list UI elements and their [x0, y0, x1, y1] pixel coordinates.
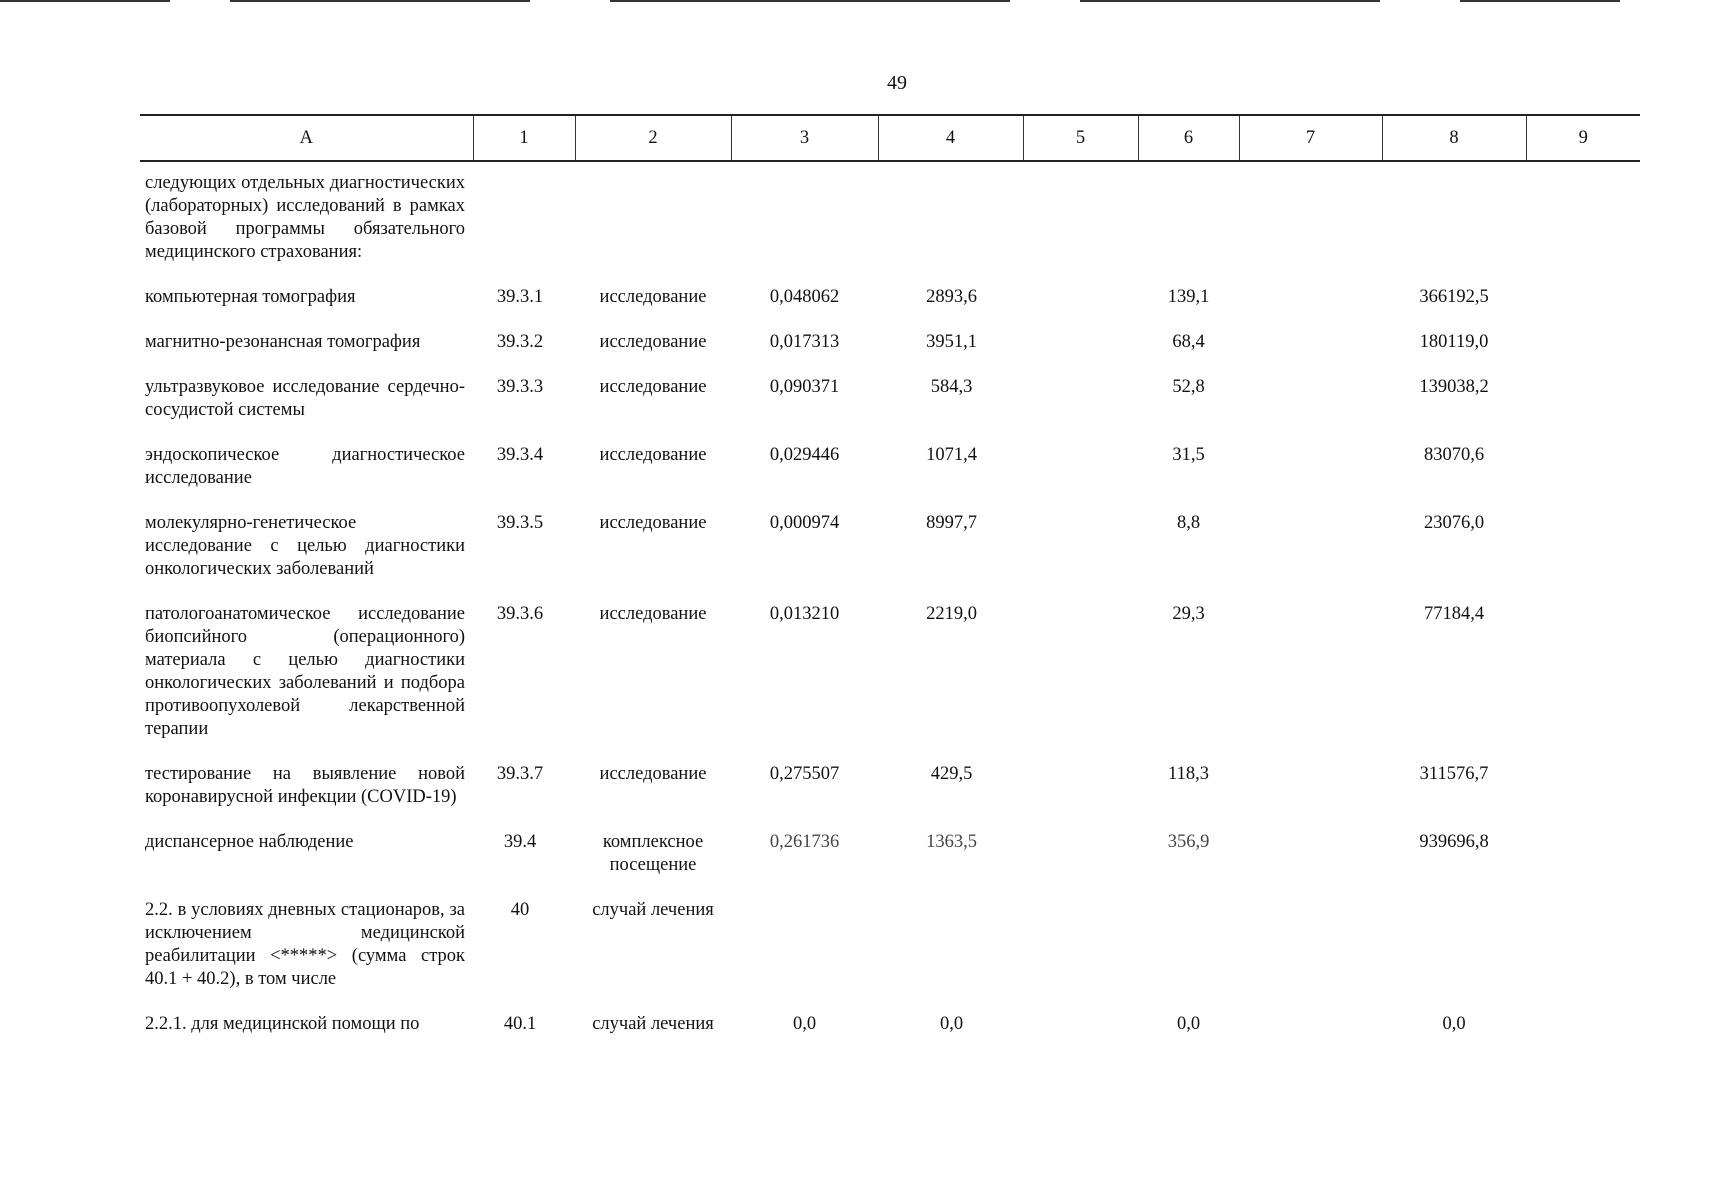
column-header-9: 9: [1526, 115, 1640, 161]
row-col7: [1239, 444, 1382, 512]
row-col6: 356,9: [1167, 832, 1210, 852]
table-row: [140, 331, 1640, 376]
row-col4: 8997,7: [926, 513, 977, 533]
row-unit: исследование: [599, 513, 707, 533]
row-col7: [1239, 331, 1382, 376]
row-col5: [1023, 286, 1138, 331]
row-col8: 180119,0: [1419, 332, 1489, 352]
row-code: 40: [510, 900, 530, 920]
row-code: [473, 161, 575, 286]
row-unit: исследование: [599, 604, 707, 624]
row-unit: [575, 161, 731, 286]
row-name: магнитно-резонансная томография: [145, 332, 421, 352]
column-header-6: 6: [1138, 115, 1239, 161]
row-col8: 83070,6: [1423, 445, 1485, 465]
row-code: 39.3.4: [496, 445, 544, 465]
table-row: [140, 899, 1640, 1013]
row-code: 39.3.1: [496, 287, 544, 307]
scan-edge-line: [610, 0, 1010, 2]
scan-edge-line: [1080, 0, 1380, 2]
row-col5: [1023, 603, 1138, 763]
row-col8: 311576,7: [1419, 764, 1489, 784]
table-row: [140, 161, 1640, 286]
column-header-2: 2: [575, 115, 731, 161]
row-col5: [1023, 831, 1138, 899]
row-col3: 0,261736: [769, 832, 840, 852]
row-col3: 0,0: [792, 1014, 817, 1034]
row-col8: [1382, 161, 1526, 286]
row-col3: 0,017313: [769, 332, 840, 352]
column-header-7: 7: [1239, 115, 1382, 161]
row-col4: 2893,6: [926, 287, 977, 307]
row-name: компьютерная томография: [145, 287, 356, 307]
column-header-1: 1: [473, 115, 575, 161]
table-row: [140, 1013, 1640, 1058]
row-code: 39.3.6: [496, 604, 544, 624]
row-col3: [731, 161, 878, 286]
row-col9: [1526, 899, 1640, 1013]
row-unit: случай лечения: [592, 1014, 714, 1034]
row-col4: 2219,0: [926, 604, 977, 624]
row-unit: исследование: [599, 287, 707, 307]
row-code: 39.4: [503, 832, 537, 852]
row-col7: [1239, 899, 1382, 1013]
row-name: следующих отдельных диагностических (лабораторных) исследований в рамках базовой программы обязательного медицинского страхования:: [145, 173, 465, 262]
row-col8: 23076,0: [1423, 513, 1485, 533]
column-header-5: 5: [1023, 115, 1138, 161]
row-col9: [1526, 376, 1640, 444]
row-unit: исследование: [599, 445, 707, 465]
row-col7: [1239, 831, 1382, 899]
row-col8: 939696,8: [1419, 832, 1489, 852]
table-row: [140, 763, 1640, 831]
row-code: 39.3.7: [496, 764, 544, 784]
row-col6: 29,3: [1172, 604, 1205, 624]
row-col9: [1526, 763, 1640, 831]
row-name: диспансерное наблюдение: [145, 832, 354, 852]
row-col3: [731, 899, 878, 1013]
table-row: [140, 603, 1640, 763]
row-col8: [1382, 899, 1526, 1013]
row-col9: [1526, 512, 1640, 603]
row-col5: [1023, 763, 1138, 831]
scan-edge-line: [230, 0, 530, 2]
header-row: [140, 115, 1640, 161]
row-col9: [1526, 1013, 1640, 1058]
row-col4: 1363,5: [926, 832, 977, 852]
data-table: [140, 114, 1640, 1058]
row-col7: [1239, 161, 1382, 286]
row-col5: [1023, 899, 1138, 1013]
row-name: патологоанатомическое исследование биопсийного (операционного) материала с целью диагностики онкологических заболеваний и подбора противоопухолевой лекарственной терапии: [145, 604, 465, 739]
table-row: [140, 376, 1640, 444]
table-row: [140, 286, 1640, 331]
row-col7: [1239, 286, 1382, 331]
row-name: ультразвуковое исследование сердечно-сосудистой системы: [145, 377, 465, 420]
row-col7: [1239, 376, 1382, 444]
row-col5: [1023, 1013, 1138, 1058]
column-header-4: 4: [878, 115, 1023, 161]
column-header-a: А: [140, 115, 473, 161]
row-col4: 584,3: [930, 377, 973, 397]
table-row: [140, 444, 1640, 512]
row-col6: 0,0: [1176, 1014, 1201, 1034]
page-number: 49: [887, 72, 907, 94]
row-col4: [878, 899, 1023, 1013]
row-code: 40.1: [503, 1014, 537, 1034]
row-name: 2.2.1. для медицинской помощи по: [145, 1014, 420, 1034]
row-col3: 0,048062: [769, 287, 840, 307]
column-header-3: 3: [731, 115, 878, 161]
row-col4: 0,0: [939, 1014, 964, 1034]
row-col7: [1239, 763, 1382, 831]
row-col3: 0,275507: [769, 764, 840, 784]
row-col9: [1526, 603, 1640, 763]
row-col6: 52,8: [1172, 377, 1205, 397]
row-col7: [1239, 1013, 1382, 1058]
column-header-8: 8: [1382, 115, 1526, 161]
row-col7: [1239, 512, 1382, 603]
row-col8: 0,0: [1442, 1014, 1466, 1034]
row-name: тестирование на выявление новой коронавирусной инфекции (COVID-19): [145, 764, 465, 807]
row-code: 39.3.5: [496, 513, 544, 533]
row-unit: случай лечения: [592, 900, 714, 920]
row-col8: 366192,5: [1419, 287, 1489, 307]
row-col3: 0,013210: [769, 604, 840, 624]
row-col6: [1138, 899, 1239, 1013]
row-col9: [1526, 331, 1640, 376]
row-col8: 139038,2: [1419, 377, 1489, 397]
row-unit: исследование: [599, 764, 707, 784]
row-col3: 0,090371: [769, 377, 840, 397]
row-name: молекулярно-генетическое исследование с целью диагностики онкологических заболеваний: [145, 513, 465, 579]
row-unit: исследование: [599, 377, 707, 397]
row-col6: [1138, 161, 1239, 286]
row-col5: [1023, 331, 1138, 376]
row-col4: [878, 161, 1023, 286]
row-col5: [1023, 161, 1138, 286]
row-code: 39.3.2: [496, 332, 544, 352]
row-col3: 0,029446: [769, 445, 840, 465]
row-unit: исследование: [599, 332, 707, 352]
row-col9: [1526, 286, 1640, 331]
row-col6: 118,3: [1168, 764, 1209, 784]
row-col4: 1071,4: [926, 445, 977, 465]
row-col9: [1526, 831, 1640, 899]
table-row: [140, 512, 1640, 603]
row-col5: [1023, 376, 1138, 444]
row-name: эндоскопическое диагностическое исследование: [145, 445, 465, 488]
row-col5: [1023, 444, 1138, 512]
row-col6: 31,5: [1172, 445, 1205, 465]
scan-edge-line: [1460, 0, 1620, 2]
row-col4: 429,5: [930, 764, 973, 784]
row-col9: [1526, 161, 1640, 286]
row-code: 39.3.3: [496, 377, 544, 397]
row-col6: 139,1: [1167, 287, 1210, 307]
row-col7: [1239, 603, 1382, 763]
row-name: 2.2. в условиях дневных стационаров, за исключением медицинской реабилитации <*****> (сумма строк 40.1 + 40.2), в том числе: [145, 900, 465, 989]
row-col4: 3951,1: [926, 332, 977, 352]
row-col3: 0,000974: [769, 513, 840, 533]
row-col9: [1526, 444, 1640, 512]
row-col6: 8,8: [1176, 513, 1201, 533]
scan-edge-line: [0, 0, 170, 2]
row-col5: [1023, 512, 1138, 603]
table-row: [140, 831, 1640, 899]
row-unit: комплексное посещение: [602, 832, 704, 875]
row-col6: 68,4: [1172, 332, 1205, 352]
row-col8: 77184,4: [1423, 604, 1485, 624]
